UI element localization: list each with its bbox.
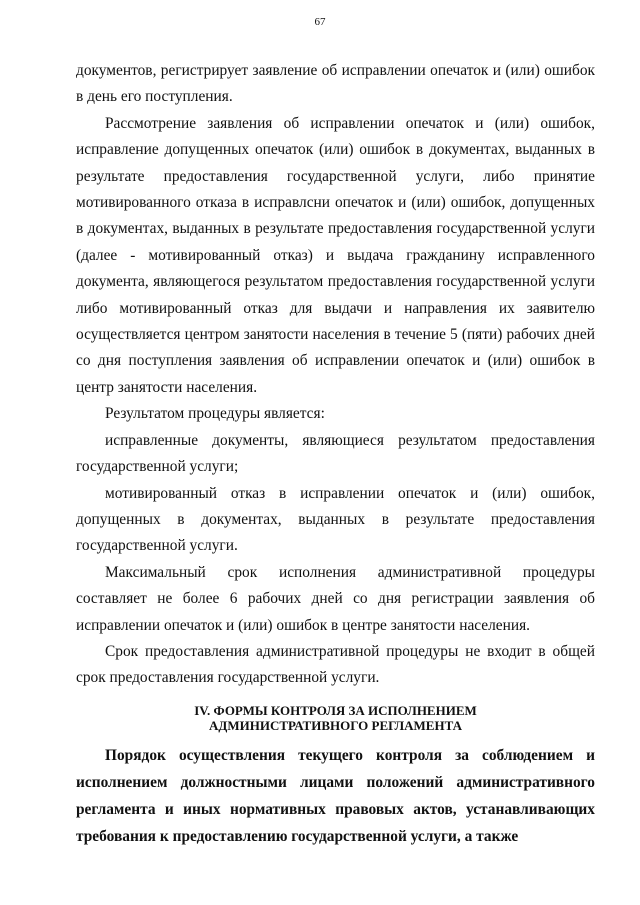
page-number: 67: [314, 16, 326, 28]
paragraph: Максимальный срок исполнения административной процедуры составляет не более 6 рабочих дней со дня регистрации заявления об исправлении опечаток и (или) ошибок в центре занятости населения.: [76, 563, 595, 634]
paragraph: Результатом процедуры является:: [105, 405, 325, 423]
paragraph: исправленные документы, являющиеся результатом предоставления государственной услуги;: [76, 431, 595, 476]
paragraph: мотивированный отказ в исправлении опечаток и (или) ошибок, допущенных в документах, выданных в результате предоставления государственной услуги.: [76, 484, 595, 555]
document-body: [76, 58, 595, 692]
paragraph: Рассмотрение заявления об исправлении опечаток и (или) ошибок, исправление допущенных опечаток (или) ошибок в документах, выданных в результате предоставления государственной услуги, либо принятие мотивированного отказа в исправлсни опечаток и (или) ошибок, допущенных в документах, выданных в результате предоставления государственной услуги (далее - мотивированный отказ) и выдача гражданину исправленного документа, являющегося результатом предоставления государственной услуги либо мотивированный отказ для выдачи и направления их заявителю осуществляется центром занятости населения в течение 5 (пяти) рабочих дней со дня поступления заявления об исправлении опечаток и (или) ошибок в центр занятости населения.: [76, 114, 595, 396]
paragraph: документов, регистрирует заявление об исправлении опечаток и (или) ошибок в день его поступления.: [76, 62, 595, 106]
section-heading-line: IV. ФОРМЫ КОНТРОЛЯ ЗА ИСПОЛНЕНИЕМ: [194, 703, 477, 718]
section-heading: [76, 703, 595, 733]
paragraph: Срок предоставления административной процедуры не входит в общей срок предоставления государственной услуги.: [76, 642, 595, 687]
subsection-heading: Порядок осуществления текущего контроля за соблюдением и исполнением должностными лицами положений административного регламента и иных нормативных правовых актов, устанавливающих требования к предоставлению государственной услуги, а также: [76, 747, 595, 845]
section-heading-line: АДМИНИСТРАТИВНОГО РЕГЛАМЕНТА: [209, 718, 462, 733]
